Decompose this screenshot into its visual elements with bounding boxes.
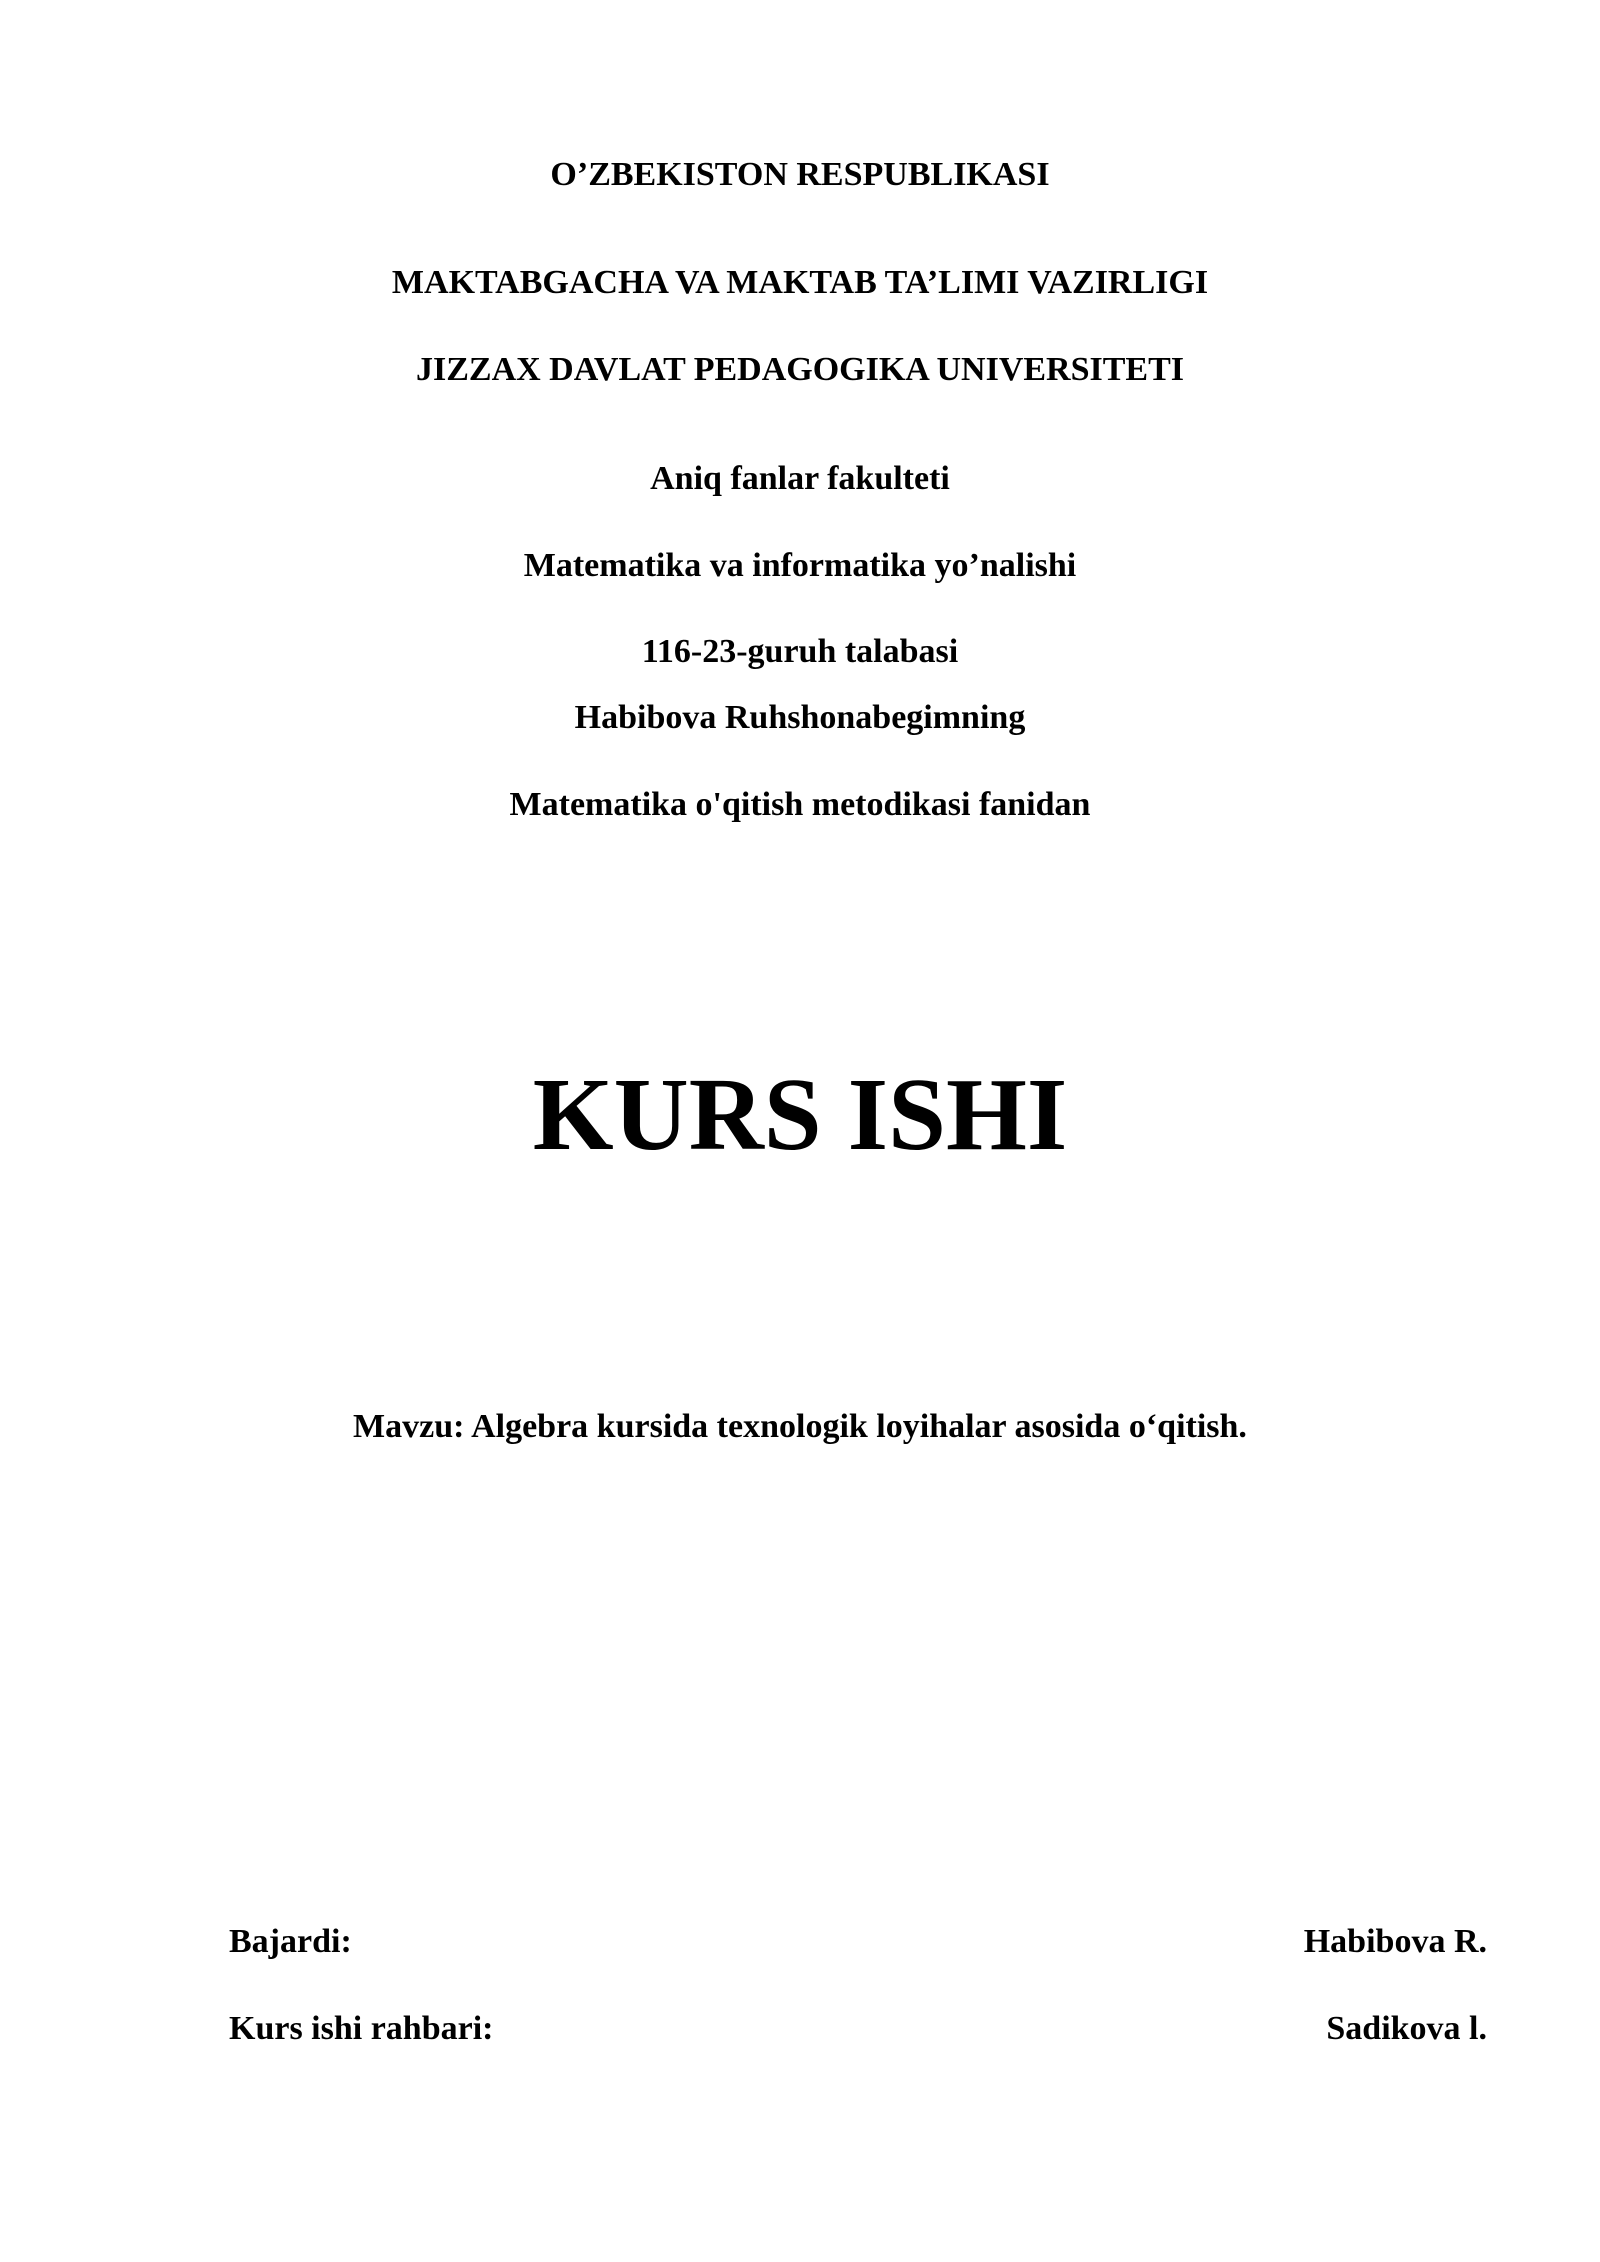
ministry-heading: MAKTABGACHA VA MAKTAB TA’LIMI VAZIRLIGI	[391, 264, 1209, 301]
faculty-line: Aniq fanlar fakulteti	[650, 460, 950, 497]
direction-line: Matematika va informatika yo’nalishi	[523, 547, 1077, 584]
performed-name: Habibova R.	[1303, 1923, 1487, 1960]
performed-label: Bajardi:	[229, 1923, 352, 1960]
topic-line: Mavzu: Algebra kursida texnologik loyihalar asosida o‘qitish.	[353, 1408, 1247, 1445]
republic-heading: O’ZBEKISTON RESPUBLIKASI	[550, 156, 1050, 193]
student-line: Habibova Ruhshonabegimning	[574, 699, 1026, 736]
university-heading: JIZZAX DAVLAT PEDAGOGIKA UNIVERSITETI	[415, 351, 1185, 388]
document-title: KURS ISHI	[532, 1057, 1068, 1172]
subject-line: Matematika o'qitish metodikasi fanidan	[509, 786, 1091, 823]
supervisor-name: Sadikova l.	[1326, 2010, 1487, 2047]
supervisor-label: Kurs ishi rahbari:	[229, 2010, 494, 2047]
group-line: 116-23-guruh talabasi	[641, 633, 959, 670]
